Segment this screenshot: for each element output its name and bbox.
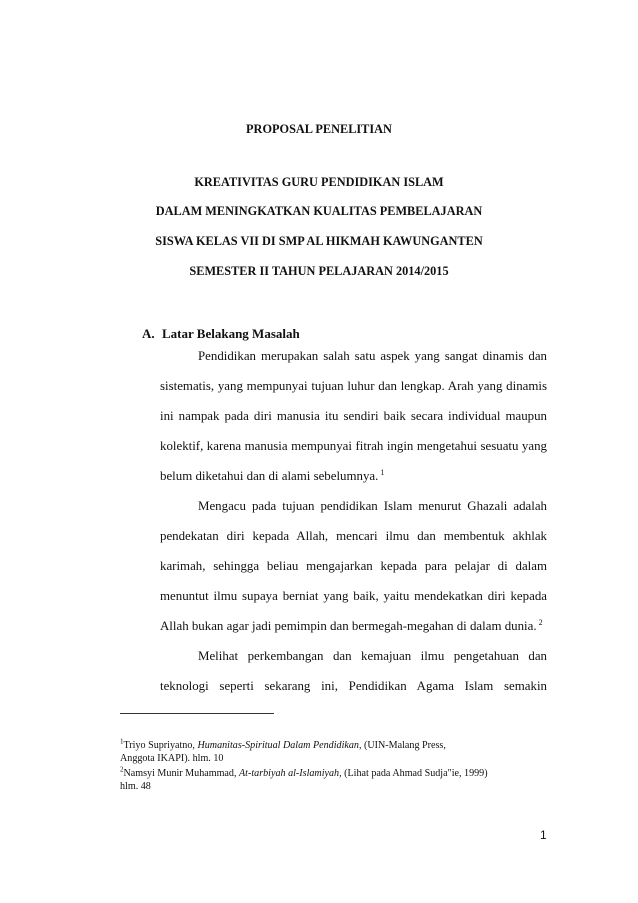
footnote-author: Namsyi Munir Muhammad,: [123, 768, 240, 779]
body-line: pendekatan diri kepada Allah, mencari ilmu dan membentuk akhlak: [160, 529, 547, 543]
title-line-1: KREATIVITAS GURU PENDIDIKAN ISLAM: [194, 175, 444, 189]
footnote-rest: (Lihat pada Ahmad Sudja"ie, 1999): [341, 768, 488, 779]
title-line-4: SEMESTER II TAHUN PELAJARAN 2014/2015: [189, 264, 449, 278]
body-line: teknologi seperti sekarang ini, Pendidikan Agama Islam semakin: [160, 679, 547, 693]
footnote-rest: (UIN-Malang Press,: [361, 740, 446, 751]
footnote-author: Triyo Supriyatno,: [123, 740, 198, 751]
body-line-text: Allah bukan agar jadi pemimpin dan bermegah-megahan di dalam dunia.: [160, 619, 537, 633]
footnote-work: At-tarbiyah al-Islamiyah,: [239, 768, 342, 779]
footnote-1-continuation: Anggota IKAPI). hlm. 10: [120, 753, 224, 764]
body-line: karimah, sehingga beliau mengajarkan kepada para pelajar di dalam: [160, 559, 547, 573]
footnote-ref-1[interactable]: 1: [380, 467, 385, 477]
title-line-2: DALAM MENINGKATKAN KUALITAS PEMBELAJARAN: [155, 204, 483, 218]
footnote-2-continuation: hlm. 48: [120, 781, 151, 792]
section-marker: A.: [142, 326, 155, 341]
footnote-mark: 1: [120, 737, 124, 746]
body-line: kolektif, karena manusia mempunyai fitrah ingin mengetahui sesuatu yang: [160, 439, 547, 453]
body-line-text: belum diketahui dan di alami sebelumnya.: [160, 469, 379, 483]
proposal-label: PROPOSAL PENELITIAN: [246, 122, 392, 136]
footnote-ref-2[interactable]: 2: [538, 617, 543, 627]
page-number: 1: [540, 828, 547, 842]
body-line: Pendidikan merupakan salah satu aspek yang sangat dinamis dan: [198, 349, 547, 363]
body-line: Mengacu pada tujuan pendidikan Islam menurut Ghazali adalah: [198, 499, 547, 513]
section-heading: [142, 326, 300, 342]
footnote-mark: 2: [120, 765, 124, 774]
body-line: [160, 468, 547, 484]
footnote-separator: [120, 713, 274, 714]
body-line: ini nampak pada diri manusia itu sendiri baik secara individual maupun: [160, 409, 547, 423]
section-title: Latar Belakang Masalah: [162, 326, 300, 341]
body-line: [160, 618, 547, 634]
footnote-2: [120, 767, 540, 780]
footnote-work: Humanitas-Spiritual Dalam Pendidikan,: [197, 740, 362, 751]
body-line: Melihat perkembangan dan kemajuan ilmu pengetahuan dan: [198, 649, 547, 663]
title-line-3: SISWA KELAS VII DI SMP AL HIKMAH KAWUNGANTEN: [155, 234, 483, 248]
footnote-1: [120, 739, 540, 752]
body-line: menuntut ilmu supaya berniat yang baik, yaitu mendekatkan diri kepada: [160, 589, 547, 603]
body-line: sistematis, yang mempunyai tujuan luhur dan lengkap. Arah yang dinamis: [160, 379, 547, 393]
